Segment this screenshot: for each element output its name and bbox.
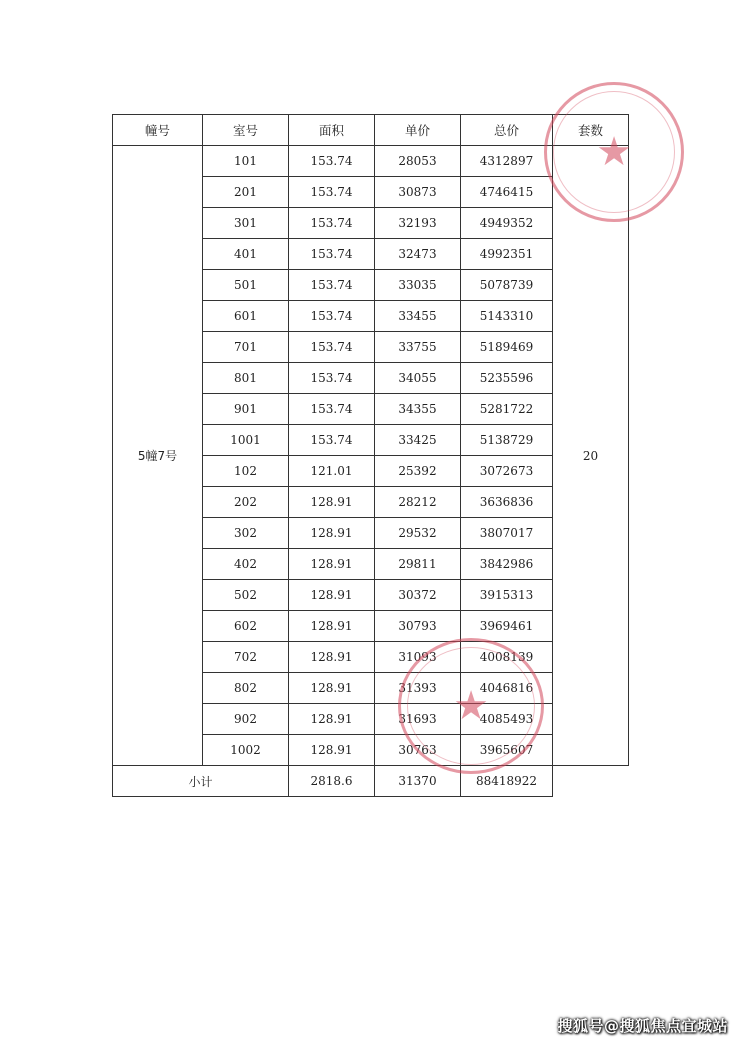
unit-price-cell: 28212: [375, 487, 461, 518]
room-cell: 301: [203, 208, 289, 239]
total-price-cell: 4992351: [461, 239, 553, 270]
subtotal-total: 88418922: [461, 766, 553, 797]
room-cell: 501: [203, 270, 289, 301]
total-price-cell: 5078739: [461, 270, 553, 301]
total-price-cell: 5281722: [461, 394, 553, 425]
subtotal-label: 小计: [113, 766, 289, 797]
unit-price-cell: 30873: [375, 177, 461, 208]
area-cell: 153.74: [289, 239, 375, 270]
price-table: [112, 114, 629, 797]
total-price-cell: 4746415: [461, 177, 553, 208]
header-building: 幢号: [113, 115, 203, 146]
watermark: 搜狐号@搜狐焦点宜城站: [557, 1017, 728, 1035]
room-cell: 401: [203, 239, 289, 270]
room-cell: 801: [203, 363, 289, 394]
room-cell: 101: [203, 146, 289, 177]
unit-price-cell: 33425: [375, 425, 461, 456]
area-cell: 128.91: [289, 673, 375, 704]
table-body: [113, 146, 629, 766]
room-cell: 1001: [203, 425, 289, 456]
unit-price-cell: 25392: [375, 456, 461, 487]
unit-price-cell: 33035: [375, 270, 461, 301]
header-row: [113, 115, 629, 146]
header-count: 套数: [553, 115, 629, 146]
area-cell: 128.91: [289, 735, 375, 766]
area-cell: 153.74: [289, 301, 375, 332]
room-cell: 1002: [203, 735, 289, 766]
unit-price-cell: 31093: [375, 642, 461, 673]
total-price-cell: 4008139: [461, 642, 553, 673]
area-cell: 121.01: [289, 456, 375, 487]
total-price-cell: 5189469: [461, 332, 553, 363]
unit-price-cell: 31393: [375, 673, 461, 704]
header-room: 室号: [203, 115, 289, 146]
room-cell: 402: [203, 549, 289, 580]
area-cell: 153.74: [289, 146, 375, 177]
unit-price-cell: 30372: [375, 580, 461, 611]
unit-price-cell: 33755: [375, 332, 461, 363]
room-cell: 602: [203, 611, 289, 642]
total-price-cell: 5138729: [461, 425, 553, 456]
unit-price-cell: 30763: [375, 735, 461, 766]
area-cell: 153.74: [289, 394, 375, 425]
unit-price-cell: 33455: [375, 301, 461, 332]
unit-price-cell: 34355: [375, 394, 461, 425]
area-cell: 153.74: [289, 332, 375, 363]
header-area: 面积: [289, 115, 375, 146]
total-price-cell: 4949352: [461, 208, 553, 239]
header-unit-price: 单价: [375, 115, 461, 146]
unit-price-cell: 32193: [375, 208, 461, 239]
subtotal-row: [113, 766, 629, 797]
unit-price-cell: 34055: [375, 363, 461, 394]
total-price-cell: 3965607: [461, 735, 553, 766]
area-cell: 153.74: [289, 363, 375, 394]
total-price-cell: 4046816: [461, 673, 553, 704]
area-cell: 128.91: [289, 549, 375, 580]
room-cell: 202: [203, 487, 289, 518]
room-cell: 502: [203, 580, 289, 611]
header-total-price: 总价: [461, 115, 553, 146]
total-price-cell: 3969461: [461, 611, 553, 642]
room-cell: 702: [203, 642, 289, 673]
unit-price-cell: 29532: [375, 518, 461, 549]
unit-price-cell: 28053: [375, 146, 461, 177]
subtotal-area: 2818.6: [289, 766, 375, 797]
area-cell: 128.91: [289, 704, 375, 735]
total-price-cell: 3072673: [461, 456, 553, 487]
unit-price-cell: 30793: [375, 611, 461, 642]
area-cell: 128.91: [289, 518, 375, 549]
total-price-cell: 3636836: [461, 487, 553, 518]
total-price-cell: 4085493: [461, 704, 553, 735]
area-cell: 128.91: [289, 487, 375, 518]
area-cell: 153.74: [289, 270, 375, 301]
seal-star-icon: ★: [596, 129, 632, 175]
room-cell: 102: [203, 456, 289, 487]
room-cell: 901: [203, 394, 289, 425]
unit-price-cell: 31693: [375, 704, 461, 735]
total-price-cell: 3807017: [461, 518, 553, 549]
count-cell: 20: [553, 146, 629, 766]
area-cell: 153.74: [289, 208, 375, 239]
area-cell: 128.91: [289, 580, 375, 611]
seal-star-icon: ★: [453, 683, 489, 729]
total-price-cell: 5235596: [461, 363, 553, 394]
room-cell: 201: [203, 177, 289, 208]
room-cell: 601: [203, 301, 289, 332]
room-cell: 302: [203, 518, 289, 549]
table-row: [113, 146, 629, 177]
room-cell: 802: [203, 673, 289, 704]
total-price-cell: 3842986: [461, 549, 553, 580]
area-cell: 128.91: [289, 642, 375, 673]
total-price-cell: 4312897: [461, 146, 553, 177]
subtotal-unit-price: 31370: [375, 766, 461, 797]
room-cell: 902: [203, 704, 289, 735]
area-cell: 153.74: [289, 177, 375, 208]
unit-price-cell: 32473: [375, 239, 461, 270]
area-cell: 128.91: [289, 611, 375, 642]
unit-price-cell: 29811: [375, 549, 461, 580]
total-price-cell: 3915313: [461, 580, 553, 611]
total-price-cell: 5143310: [461, 301, 553, 332]
room-cell: 701: [203, 332, 289, 363]
area-cell: 153.74: [289, 425, 375, 456]
building-cell: 5幢7号: [113, 146, 203, 766]
